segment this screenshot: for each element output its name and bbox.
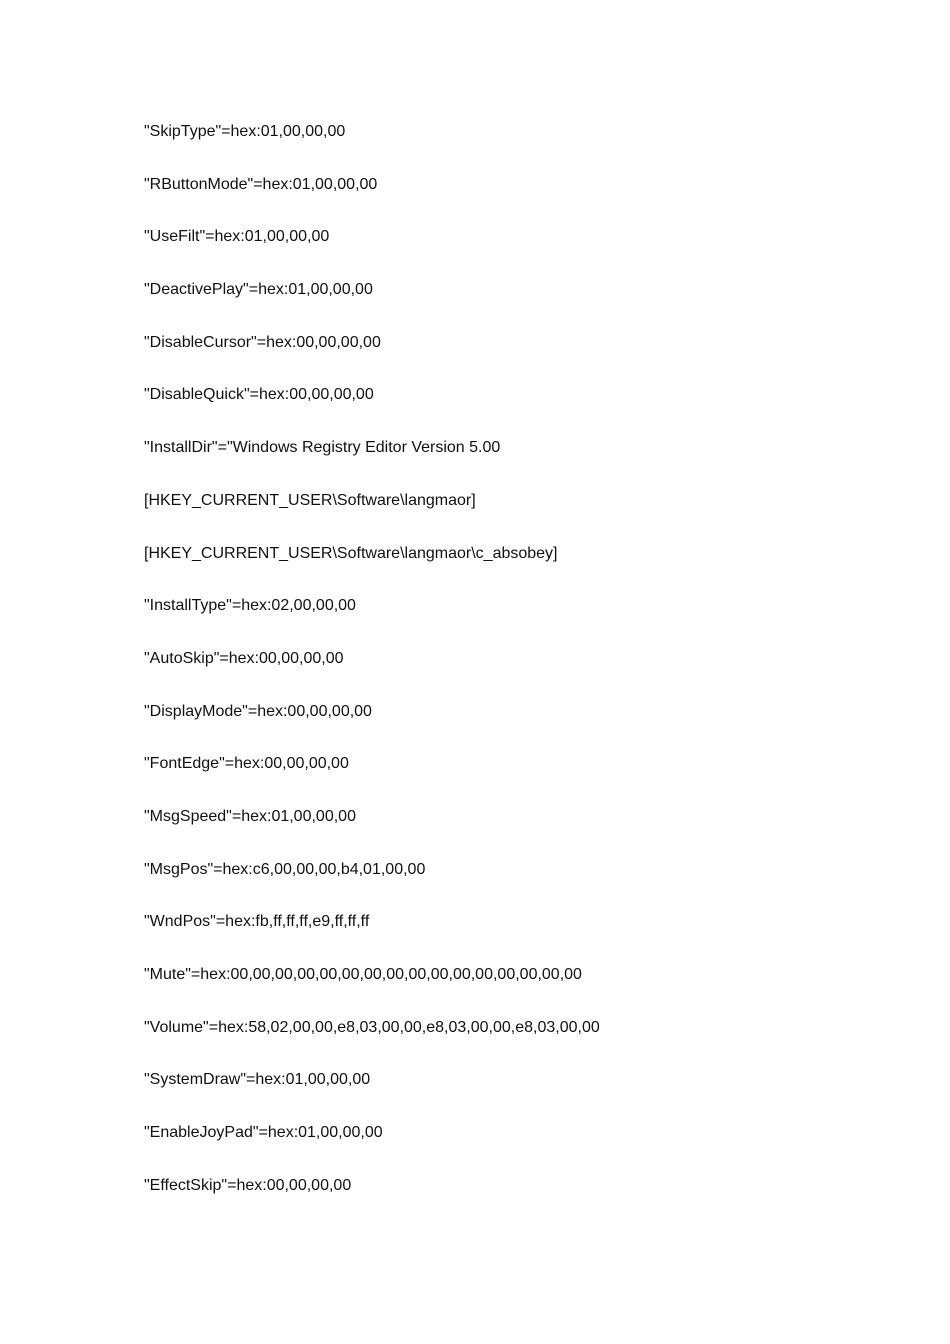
registry-line: "AutoSkip"=hex:00,00,00,00 bbox=[144, 649, 344, 667]
registry-line: "Volume"=hex:58,02,00,00,e8,03,00,00,e8,03,00,00,e8,03,00,00 bbox=[144, 1018, 600, 1036]
registry-line: "MsgPos"=hex:c6,00,00,00,b4,01,00,00 bbox=[144, 860, 426, 878]
registry-line: "DisplayMode"=hex:00,00,00,00 bbox=[144, 702, 372, 720]
registry-key-line: [HKEY_CURRENT_USER\Software\langmaor] bbox=[144, 491, 476, 509]
registry-line: "Mute"=hex:00,00,00,00,00,00,00,00,00,00,00,00,00,00,00,00 bbox=[144, 966, 582, 983]
registry-line: "InstallDir"="Windows Registry Editor Version 5.00 bbox=[144, 439, 501, 457]
registry-key-line: [HKEY_CURRENT_USER\Software\langmaor\c_absobey] bbox=[144, 544, 558, 562]
registry-line: "SkipType"=hex:01,00,00,00 bbox=[144, 123, 346, 140]
registry-line: "EffectSkip"=hex:00,00,00,00 bbox=[144, 1176, 352, 1194]
registry-line: "DisableCursor"=hex:00,00,00,00 bbox=[144, 333, 381, 351]
registry-line: "DeactivePlay"=hex:01,00,00,00 bbox=[144, 281, 373, 299]
registry-line: "MsgSpeed"=hex:01,00,00,00 bbox=[144, 807, 356, 825]
registry-line: "InstallType"=hex:02,00,00,00 bbox=[144, 597, 356, 615]
registry-line: "DisableQuick"=hex:00,00,00,00 bbox=[144, 386, 374, 404]
registry-line: "EnableJoyPad"=hex:01,00,00,00 bbox=[144, 1124, 383, 1142]
registry-line: "SystemDraw"=hex:01,00,00,00 bbox=[144, 1071, 371, 1089]
registry-line: "FontEdge"=hex:00,00,00,00 bbox=[144, 755, 349, 773]
registry-line: "WndPos"=hex:fb,ff,ff,ff,e9,ff,ff,ff bbox=[144, 913, 370, 931]
registry-text-block bbox=[144, 120, 904, 1226]
registry-line: "UseFilt"=hex:01,00,00,00 bbox=[144, 228, 330, 246]
registry-line: "RButtonMode"=hex:01,00,00,00 bbox=[144, 175, 378, 193]
